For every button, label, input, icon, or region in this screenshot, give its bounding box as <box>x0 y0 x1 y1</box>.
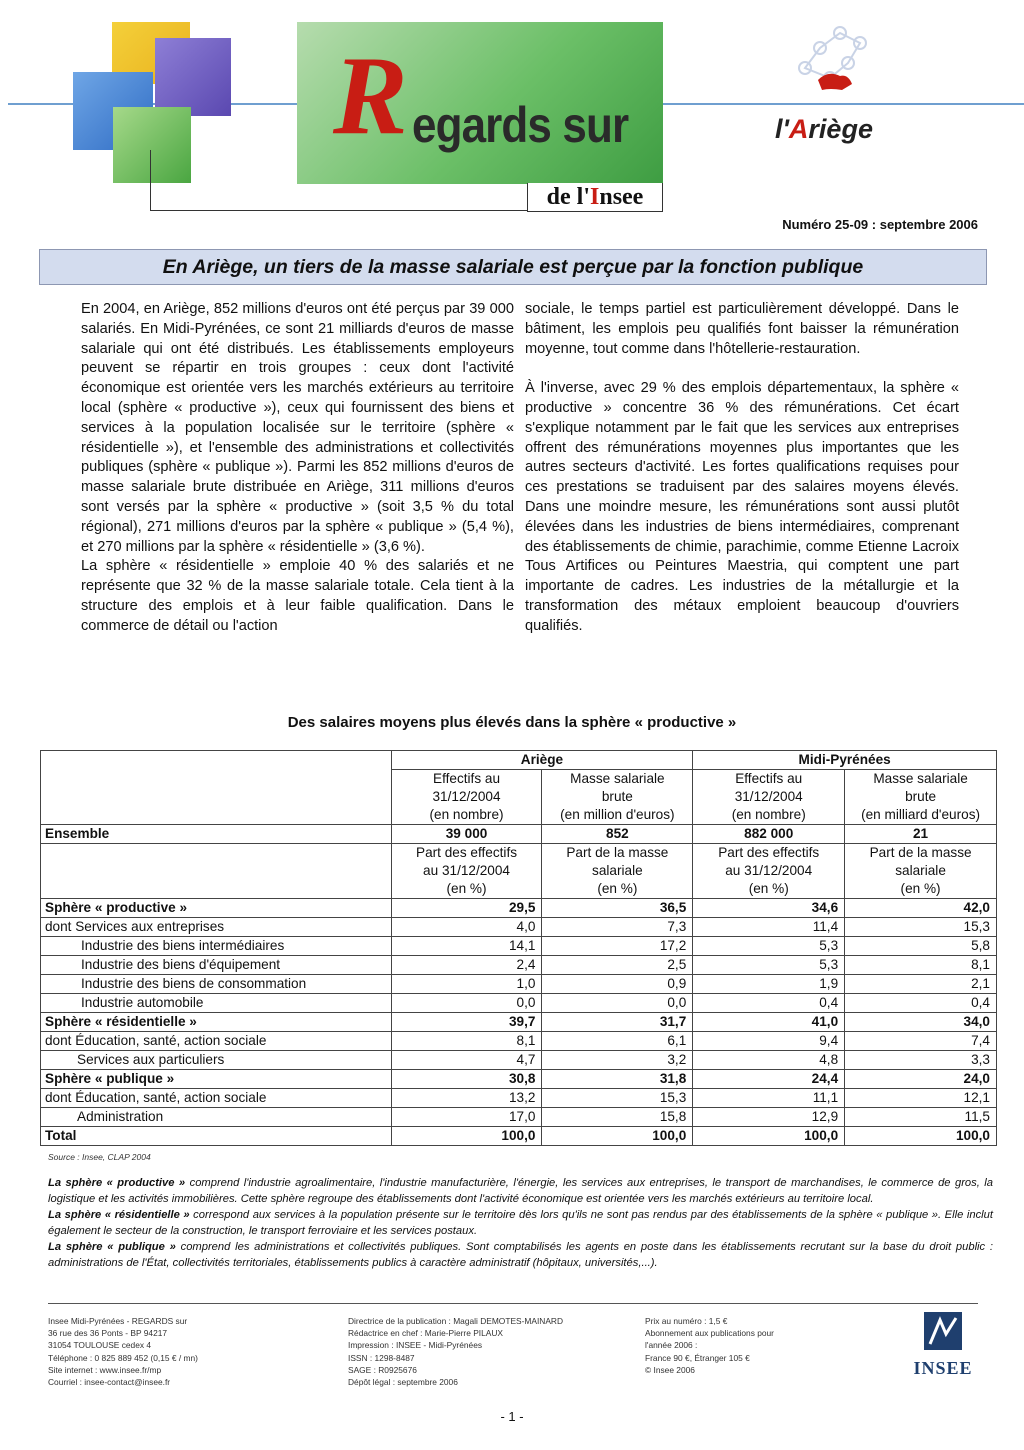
cell-value: 15,3 <box>845 918 997 937</box>
cell-value: 9,4 <box>693 1032 845 1051</box>
column-header: Masse salariale brute (en milliard d'euros) <box>845 770 997 825</box>
definition-text: comprend les administrations et collectivités publiques. Sont comptabilisés les agents en poste dans les établissements recrutant sur la base du droit public : administrations de l'État, collectivités territoriales, établissements publics à caractère administratif (hôpitaux, universités,...). <box>48 1241 994 1269</box>
cell-value: 0,4 <box>845 994 997 1013</box>
column-header: Effectifs au 31/12/2004 (en nombre) <box>693 770 845 825</box>
cell-value: 12,1 <box>845 1089 997 1108</box>
table-source: Source : Insee, CLAP 2004 <box>48 1152 151 1162</box>
cell-value: 34,0 <box>845 1013 997 1032</box>
cell-value: 21 <box>845 825 997 844</box>
footer-credits <box>348 1315 628 1388</box>
table-row <box>41 1108 997 1127</box>
cell-value: 3,3 <box>845 1051 997 1070</box>
cell-value: 0,0 <box>391 994 542 1013</box>
insee-rest: nsee <box>599 183 644 210</box>
footer-line: Téléphone : 0 825 889 452 (0,15 € / mn) <box>48 1352 198 1363</box>
row-label: Sphère « productive » <box>41 899 392 918</box>
table-column-header-row <box>41 844 997 899</box>
footer-line: l'année 2006 : <box>645 1340 698 1351</box>
issue-number: Numéro 25-09 : septembre 2006 <box>782 217 978 232</box>
cell-value: 39 000 <box>391 825 542 844</box>
cell-value: 3,2 <box>542 1051 693 1070</box>
region-rest: riège <box>808 114 873 144</box>
cell-value: 17,2 <box>542 937 693 956</box>
cell-value: 13,2 <box>391 1089 542 1108</box>
column-header: Masse salariale brute (en million d'euros) <box>542 770 693 825</box>
article-headline: En Ariège, un tiers de la masse salariale est perçue par la fonction publique <box>39 249 987 285</box>
cell-value: 36,5 <box>542 899 693 918</box>
body-paragraph: sociale, le temps partiel est particulièrement développé. Dans le bâtiment, les emplois peu qualifiés font baisser la rémunération moyenne, tout comme dans l'hôtellerie-restauration. <box>525 301 959 357</box>
table-row <box>41 1127 997 1146</box>
cell-value: 2,5 <box>542 956 693 975</box>
body-paragraph: À l'inverse, avec 29 % des emplois départementaux, la sphère « productive » concentre 36 % des rémunérations. Cet écart s'explique notamment par le fait que les services aux entreprises offrent des rémunérations moyennes plus importantes que les autres secteurs d'activité. Les fortes qualifications requises pour ces prestations se traduisent par des salaires moyens élevés. Dans une moindre mesure, les rémunérations sont aussi plutôt élevées dans les industries de biens intermédiaires, comprenant des établissements de chimie, parachimie, comme Etienne Lacroix Tous Artifices ou Peintures Maestria, qui comptent une part importante de cadres. Les industries de la métallurgie et la transformation des métaux emploient beaucoup d'ouvriers qualifiés. <box>525 380 959 634</box>
cell-value: 24,0 <box>845 1070 997 1089</box>
cell-value: 12,9 <box>693 1108 845 1127</box>
cell-value: 15,8 <box>542 1108 693 1127</box>
cell-value: 42,0 <box>845 899 997 918</box>
table-row <box>41 918 997 937</box>
cell-value: 15,3 <box>542 1089 693 1108</box>
row-label: Ensemble <box>41 825 392 844</box>
cell-value: 8,1 <box>391 1032 542 1051</box>
insee-logo <box>906 1312 980 1390</box>
cell-value: 39,7 <box>391 1013 542 1032</box>
footer-line: © Insee 2006 <box>645 1364 695 1375</box>
table-row <box>41 994 997 1013</box>
cell-value: 30,8 <box>391 1070 542 1089</box>
cell-value: 2,1 <box>845 975 997 994</box>
table-row <box>41 937 997 956</box>
cell-value: 1,0 <box>391 975 542 994</box>
footer-address <box>48 1315 318 1388</box>
table-column-header-row <box>41 770 997 825</box>
cell-value: 14,1 <box>391 937 542 956</box>
cell-value: 34,6 <box>693 899 845 918</box>
cell-value: 882 000 <box>693 825 845 844</box>
cell-value: 31,8 <box>542 1070 693 1089</box>
definition-item <box>48 1239 993 1271</box>
column-header: Part des effectifs au 31/12/2004 (en %) <box>391 844 542 899</box>
cell-value: 100,0 <box>391 1127 542 1146</box>
table-row-label-empty <box>41 844 392 899</box>
region-prefix: l' <box>775 114 789 144</box>
definition-term: La sphère « publique » <box>48 1241 176 1253</box>
row-label: Administration <box>41 1108 392 1127</box>
group-header-ariege: Ariège <box>391 751 693 770</box>
row-label: Sphère « résidentielle » <box>41 1013 392 1032</box>
footer-rule <box>48 1303 978 1304</box>
footer-line: Site internet : www.insee.fr/mp <box>48 1364 162 1375</box>
cell-value: 4,7 <box>391 1051 542 1070</box>
cell-value: 2,4 <box>391 956 542 975</box>
table-row <box>41 1051 997 1070</box>
footer-line: SAGE : R0925676 <box>348 1364 417 1375</box>
column-header: Effectifs au 31/12/2004 (en nombre) <box>391 770 542 825</box>
table-row <box>41 1032 997 1051</box>
body-column-left <box>81 300 514 637</box>
footer-line: Abonnement aux publications pour <box>645 1328 774 1339</box>
body-column-right <box>525 300 959 637</box>
cell-value: 6,1 <box>542 1032 693 1051</box>
table-row <box>41 1089 997 1108</box>
cell-value: 7,3 <box>542 918 693 937</box>
definition-item <box>48 1207 993 1239</box>
row-label: dont Éducation, santé, action sociale <box>41 1089 392 1108</box>
table-row <box>41 899 997 918</box>
cell-value: 100,0 <box>693 1127 845 1146</box>
table-row <box>41 956 997 975</box>
definition-text: correspond aux services à la population présente sur le territoire dès lors qu'ils ne sont pas rendus par des établissements de la sphère « publique ». Elle inclut également le secteur de la construction, le transport ferroviaire et les services postaux. <box>48 1209 993 1237</box>
group-header-midi-pyrenees: Midi-Pyrénées <box>693 751 997 770</box>
salary-table <box>40 750 997 1146</box>
table-group-header-row <box>41 751 997 770</box>
footer-line: Directrice de la publication : Magali DEMOTES-MAINARD <box>348 1316 564 1326</box>
cell-value: 4,0 <box>391 918 542 937</box>
table-body <box>41 899 997 1146</box>
table-row <box>41 1070 997 1089</box>
cell-value: 41,0 <box>693 1013 845 1032</box>
row-label: Services aux particuliers <box>41 1051 392 1070</box>
insee-logo-mark <box>924 1312 962 1350</box>
body-paragraph: En 2004, en Ariège, 852 millions d'euros ont été perçus par 39 000 salariés. En Midi-Pyrénées, ce sont 21 milliards d'euros de masse salariale qui ont été distribués. Les établissements employeurs peuvent se répartir en trois groupes : ceux dont l'activité économique est orientée vers les marchés extérieurs au territoire local (sphère « productive »), ceux qui fournissent des biens et services à la population localisée sur le territoire (sphère « résidentielle »), et l'ensemble des administrations et collectivités publiques (sphère « publique »). Parmi les 852 millions d'euros de masse salariale brute distribuée en Ariège, 311 millions d'euros sont versés par la sphère « productive » (soit 3,5 % du total régional), 271 millions d'euros par la sphère « publique » (5,4 %), et 270 millions par la sphère « résidentielle » (3,6 %). <box>81 301 514 555</box>
publication-title: egards sur <box>412 97 629 153</box>
table-row-ensemble <box>41 825 997 844</box>
footer-line: Prix au numéro : 1,5 € <box>645 1316 728 1326</box>
logo-square-purple <box>155 38 231 116</box>
footer-line: Dépôt légal : septembre 2006 <box>348 1377 458 1388</box>
row-label: Industrie des biens d'équipement <box>41 956 392 975</box>
cell-value: 0,9 <box>542 975 693 994</box>
cell-value: 11,4 <box>693 918 845 937</box>
table-row <box>41 1013 997 1032</box>
page-number: - 1 - <box>500 1409 524 1424</box>
definition-text: comprend l'industrie agroalimentaire, l'industrie manufacturière, l'énergie, les services aux entreprises, le transport de marchandises, le commerce de gros, la logistique et les activités immobilières. Cette sphère regroupe des établissements dont l'activité économique est orientée vers les marchés extérieurs au territoire local. <box>48 1177 993 1205</box>
footer-line: 31054 TOULOUSE cedex 4 <box>48 1340 152 1351</box>
definition-term: La sphère « productive » <box>48 1177 186 1189</box>
cell-value: 7,4 <box>845 1032 997 1051</box>
footer-line: Insee Midi-Pyrénées - REGARDS sur <box>48 1316 188 1326</box>
row-label: Industrie des biens intermédiaires <box>41 937 392 956</box>
cell-value: 5,3 <box>693 937 845 956</box>
row-label: Industrie automobile <box>41 994 392 1013</box>
cell-value: 0,0 <box>542 994 693 1013</box>
title-initial: R <box>333 34 408 158</box>
column-header: Part de la masse salariale (en %) <box>542 844 693 899</box>
footer-line: 36 rue des 36 Ponts - BP 94217 <box>48 1328 168 1339</box>
footer-line: Rédactrice en chef : Marie-Pierre PILAUX <box>348 1328 503 1339</box>
region-initial: A <box>788 114 809 144</box>
cell-value: 29,5 <box>391 899 542 918</box>
column-header: Part de la masse salariale (en %) <box>845 844 997 899</box>
definitions <box>48 1175 993 1271</box>
cell-value: 5,3 <box>693 956 845 975</box>
footer-line: Impression : INSEE - Midi-Pyrénées <box>348 1340 483 1351</box>
footer-line: France 90 €, Étranger 105 € <box>645 1352 750 1363</box>
insee-logo-icon <box>924 1312 962 1350</box>
footer-line: Courriel : insee-contact@insee.fr <box>48 1377 171 1388</box>
insee-logo-text: INSEE <box>913 1358 973 1378</box>
cell-value: 11,5 <box>845 1108 997 1127</box>
cell-value: 5,8 <box>845 937 997 956</box>
cell-value: 8,1 <box>845 956 997 975</box>
cell-value: 24,4 <box>693 1070 845 1089</box>
definition-term: La sphère « résidentielle » <box>48 1209 190 1221</box>
cell-value: 31,7 <box>542 1013 693 1032</box>
cell-value: 852 <box>542 825 693 844</box>
region-title <box>775 114 873 145</box>
masthead <box>0 0 1024 232</box>
table-row-label-empty <box>41 770 392 825</box>
region-map-icon <box>780 18 890 103</box>
cell-value: 17,0 <box>391 1108 542 1127</box>
row-label: Total <box>41 1127 392 1146</box>
footer-line: ISSN : 1298-8487 <box>348 1352 415 1363</box>
row-label: Sphère « publique » <box>41 1070 392 1089</box>
cell-value: 0,4 <box>693 994 845 1013</box>
column-header: Part des effectifs au 31/12/2004 (en %) <box>693 844 845 899</box>
row-label: dont Services aux entreprises <box>41 918 392 937</box>
row-label: dont Éducation, santé, action sociale <box>41 1032 392 1051</box>
row-label: Industrie des biens de consommation <box>41 975 392 994</box>
cell-value: 100,0 <box>845 1127 997 1146</box>
table-row <box>41 975 997 994</box>
table-corner <box>41 751 392 770</box>
footer-pricing <box>645 1315 825 1376</box>
definition-item <box>48 1175 993 1207</box>
cell-value: 4,8 <box>693 1051 845 1070</box>
cell-value: 100,0 <box>542 1127 693 1146</box>
table-title: Des salaires moyens plus élevés dans la sphère « productive » <box>287 714 737 731</box>
cell-value: 11,1 <box>693 1089 845 1108</box>
insee-initial: I <box>590 183 600 210</box>
body-paragraph: La sphère « résidentielle » emploie 40 % des salariés et ne représente que 32 % de la masse salariale totale. Cela tient à la structure des emplois et à leur faible qualification. Dans le commerce de détail ou l'action <box>81 558 514 634</box>
insee-prefix: de l' <box>546 183 590 210</box>
cell-value: 1,9 <box>693 975 845 994</box>
insee-tab <box>527 183 663 212</box>
